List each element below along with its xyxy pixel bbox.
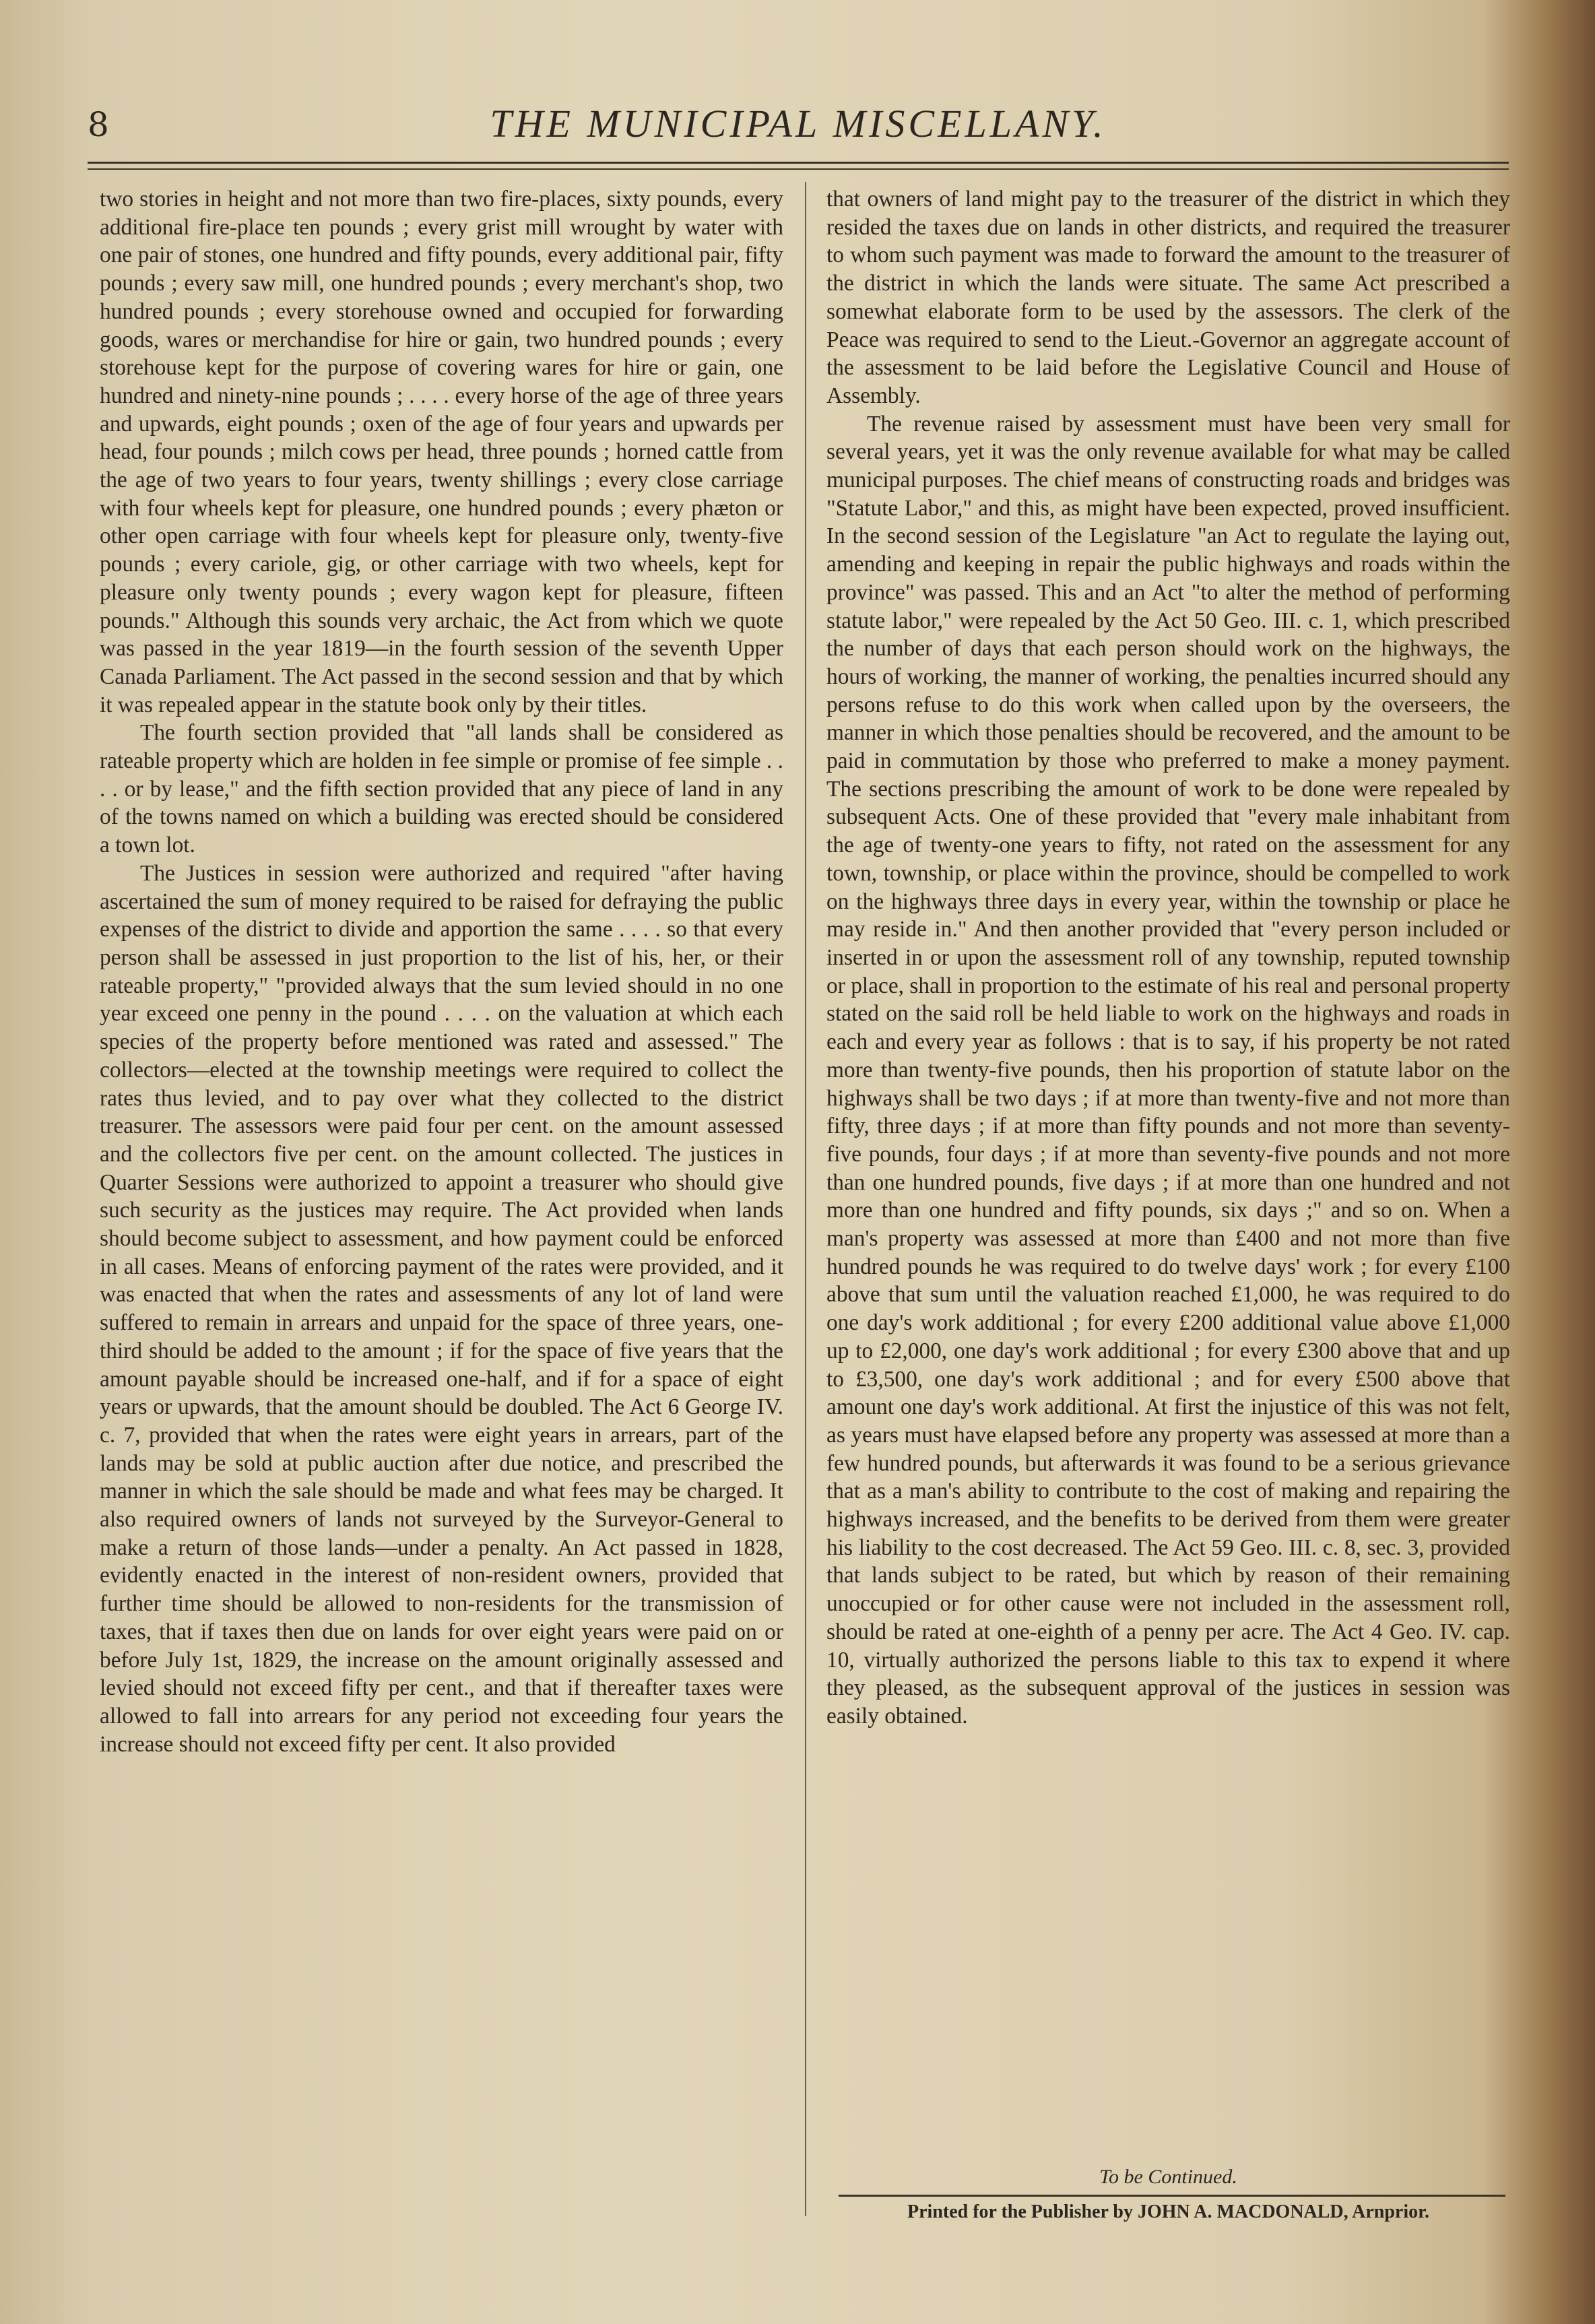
paragraph: that owners of land might pay to the treasurer of the district in which they resided the taxes due on lands in other districts, and required the treasurer to whom such payment was made to forward the amount to the treasurer of the district in which the lands were situate. The same Act prescribed a somewhat elaborate form to be used by the assessors. The clerk of the Peace was required to send to the Lieut.-Governor an aggregate account of the assessment to be laid before the Legislative Council and House of Assembly. bbox=[826, 187, 1510, 408]
right-column bbox=[826, 185, 1510, 1731]
left-column bbox=[100, 185, 783, 1758]
header-rule bbox=[88, 162, 1509, 164]
footer-rule bbox=[839, 2195, 1505, 2197]
page-number: 8 bbox=[88, 105, 109, 144]
column-divider bbox=[805, 182, 806, 2216]
paragraph: The fourth section provided that "all lands shall be considered as rateable property which are holden in fee simple or promise of fee simple . . . . or by lease," and the fifth section provided that any piece of land in any of the towns named on which a building was erected should be considered a town lot. bbox=[100, 720, 783, 858]
paragraph: The revenue raised by assessment must have been very small for several years, yet it was the only revenue available for what may be called municipal purposes. The chief means of constructing roads and bridges was "Statute Labor," and this, as might have been expected, proved insufficient. In the second session of the Legislature "an Act to regulate the laying out, amending and keeping in repair the public highways and roads within the province" was passed. This and an Act "to alter the method of performing statute labor," were repealed by the Act 50 Geo. III. c. 1, which prescribed the number of days that each person should work on the highways, the hours of working, the manner of working, the penalties incurred should any persons refuse to do this work when called upon by the overseers, the manner in which those penalties should be recovered, and the amount to be paid in commutation by those who preferred to make a money payment. The sections prescribing the amount of work to be done were repealed by subsequent Acts. One of these provided that "every male inhabitant from the age of twenty-one years to fifty, not rated on the assessment for any town, township, or place within the province, should be compelled to work on the highways three days in every year, within the township or place he may reside in." And then another provided that "every person included or inserted in or upon the assessment roll of any township, reputed township or place, shall in proportion to the estimate of his real and personal property stated on the said roll be held liable to work on the highways and roads in each and every year as follows : that is to say, if his property be not rated more than twenty-five pounds, then his proportion of statute labor on the highways shall be two days ; if at more than twenty-five and not more than fifty, three days ; if at more than fifty pounds and not more than seventy-five pounds, four days ; if at more than seventy-five pounds and not more than one hundred pounds, five days ; if at more than one hundred and not more than one hundred and fifty pounds, six days ;" and so on. When a man's property was assessed at more than £400 and not more than five hundred pounds he was required to do twelve days' work ; for every £100 above that sum until the valuation reached £1,000, he was required to do one day's work additional ; for every £200 additional value above £1,000 up to £2,000, one day's work additional ; for every £300 above that and up to £3,500, one day's work additional ; and for every £500 above that amount one day's work additional. At first the injustice of this was not felt, as years must have elapsed before any property was assessed at more than a few hundred pounds, but afterwards it was found to be a serious grievance that as a man's ability to contribute to the cost of making and repairing the highways increased, and the benefits to be derived from them were greater his liability to the cost decreased. The Act 59 Geo. III. c. 8, sec. 3, provided that lands subject to be rated, but which by reason of their remaining unoccupied or for other cause were not included in the assessment roll, should be rated at one-eighth of a penny per acre. The Act 4 Geo. IV. cap. 10, virtually authorized the persons liable to this tax to expend it where they pleased, as the subsequent approval of the justices in session was easily obtained. bbox=[826, 411, 1510, 1729]
continued-note: To be Continued. bbox=[1099, 2166, 1237, 2188]
paragraph: two stories in height and not more than two fire-places, sixty pounds, every additional fire-place ten pounds ; every grist mill wrought by water with one pair of stones, one hundred and fifty pounds, every additional pair, fifty pounds ; every saw mill, one hundred pounds ; every merchant's shop, two hundred pounds ; every storehouse owned and occupied for forwarding goods, wares or merchandise for hire or gain, two hundred pounds ; every storehouse kept for the purpose of covering wares for hire or gain, one hundred and ninety-nine pounds ; . . . . every horse of the age of three years and upwards, eight pounds ; oxen of the age of four years and upwards per head, four pounds ; milch cows per head, three pounds ; horned cattle from the age of two years to four years, twenty shillings ; every close carriage with four wheels kept for pleasure, one hundred pounds ; every phæton or other open carriage with four wheels kept for pleasure only, twenty-five pounds ; every cariole, gig, or other carriage with two wheels, kept for pleasure only twenty pounds ; every wagon kept for pleasure, fifteen pounds." Although this sounds very archaic, the Act from which we quote was passed in the year 1819—in the fourth session of the seventh Upper Canada Parliament. The Act passed in the second session and that by which it was repealed appear in the statute book only by their titles. bbox=[100, 187, 783, 717]
running-title: THE MUNICIPAL MISCELLANY. bbox=[490, 102, 1107, 146]
header-rule-secondary bbox=[88, 168, 1509, 170]
paragraph: The Justices in session were authorized and required "after having ascertained the sum of money required to be raised for defraying the public expenses of the district to divide and apportion the same . . . . so that every person shall be assessed in just proportion to the list of his, her, or their rateable property," "provided always that the sum levied should in no one year exceed one penny in the pound . . . . on the valuation at which each species of the property before mentioned was rated and assessed." The collectors—elected at the township meetings were required to collect the rates thus levied, and to pay over what they collected to the district treasurer. The assessors were paid four per cent. on the amount assessed and the collectors five per cent. on the amount collected. The justices in Quarter Sessions were authorized to appoint a treasurer who should give such security as the justices may require. The Act provided when lands should become subject to assessment, and how payment could be enforced in all cases. Means of enforcing payment of the rates were provided, and it was enacted that when the rates and assessments of any lot of land were suffered to remain in arrears and unpaid for the space of three years, one-third should be added to the amount ; if for the space of five years that the amount payable should be increased one-half, and if for a space of eight years or upwards, that the amount should be doubled. The Act 6 George IV. c. 7, provided that when the rates were eight years in arrears, part of the lands may be sold at public auction after due notice, and prescribed the manner in which the sale should be made and what fees may be charged. It also required owners of lands not surveyed by the Surveyor-General to make a return of those lands—under a penalty. An Act passed in 1828, evidently enacted in the interest of non-resident owners, provided that further time should be allowed to non-residents for the transmission of taxes, that if taxes then due on lands for over eight years were paid on or before July 1st, 1829, the increase on the amount originally assessed and levied should not exceed fifty per cent., and that if thereafter taxes were allowed to fall into arrears for any period not exceeding four years the increase should not exceed fifty per cent. It also provided bbox=[100, 860, 783, 1757]
page-header bbox=[88, 101, 1509, 155]
printer-imprint: Printed for the Publisher by JOHN A. MACDONALD, Arnprior. bbox=[907, 2201, 1429, 2222]
